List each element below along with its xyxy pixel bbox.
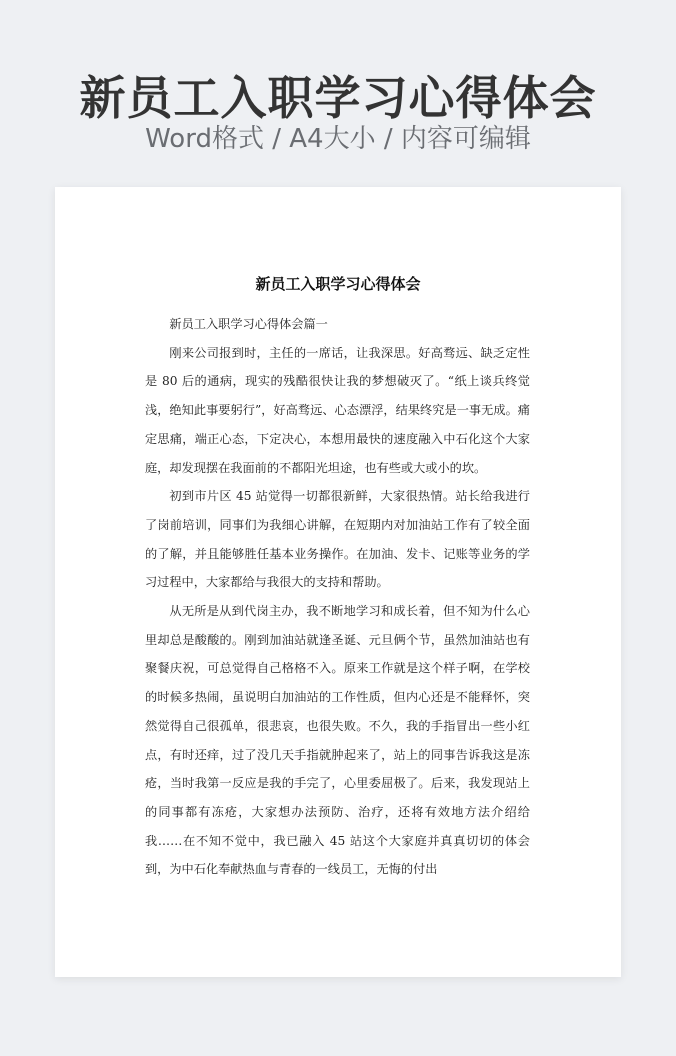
- banner-subtitle: Word格式 / A4大小 / 内容可编辑: [145, 124, 531, 154]
- paragraph-2: 初到市片区 45 站觉得一切都很新鲜，大家很热情。站长给我进行了岗前培训，同事们为我细心讲解，在短期内对加油站工作有了较全面的了解，并且能够胜任基本业务操作。在加油、发卡、记账等业务的学习过程中，大家都给与我很大的支持和帮助。: [145, 489, 530, 590]
- section-heading: 新员工入职学习心得体会篇一: [169, 317, 328, 331]
- banner-title: 新员工入职学习心得体会: [79, 71, 597, 125]
- paragraph-3: 从无所是从到代岗主办，我不断地学习和成长着，但不知为什么心里却总是酸酸的。刚到加油站就逢圣诞、元旦俩个节，虽然加油站也有聚餐庆祝，可总觉得自己格格不入。原来工作就是这个样子啊，在学校的时候多热闹，虽说明白加油站的工作性质，但内心还是不能释怀，突然觉得自己很孤单，很悲哀，也很失败。不久，我的手指冒出一些小红点，有时还痒，过了没几天手指就肿起来了，站上的同事告诉我这是冻疮，当时我第一反应是我的手完了，心里委屈极了。后来，我发现站上的同事都有冻疮，大家想办法预防、治疗，还将有效地方法介绍给我……在不知不觉中，我已融入 45 站这个大家庭并真真切切的体会到，为中石化奉献热血与青春的一线员工，无悔的付出: [145, 604, 530, 877]
- document-body: [145, 310, 530, 884]
- document-title: 新员工入职学习心得体会: [255, 275, 421, 293]
- document-page: [55, 187, 621, 977]
- paragraph-1: 刚来公司报到时，主任的一席话，让我深思。好高骛远、缺乏定性是 80 后的通病，现实的残酷很快让我的梦想破灭了。“纸上谈兵终觉浅，绝知此事要躬行”，好高骛远、心态漂浮，结果终究是一事无成。痛定思痛，端正心态，下定决心，本想用最快的速度融入中石化这个大家庭，却发现摆在我面前的不都阳光坦途，也有些或大或小的坎。: [145, 345, 530, 475]
